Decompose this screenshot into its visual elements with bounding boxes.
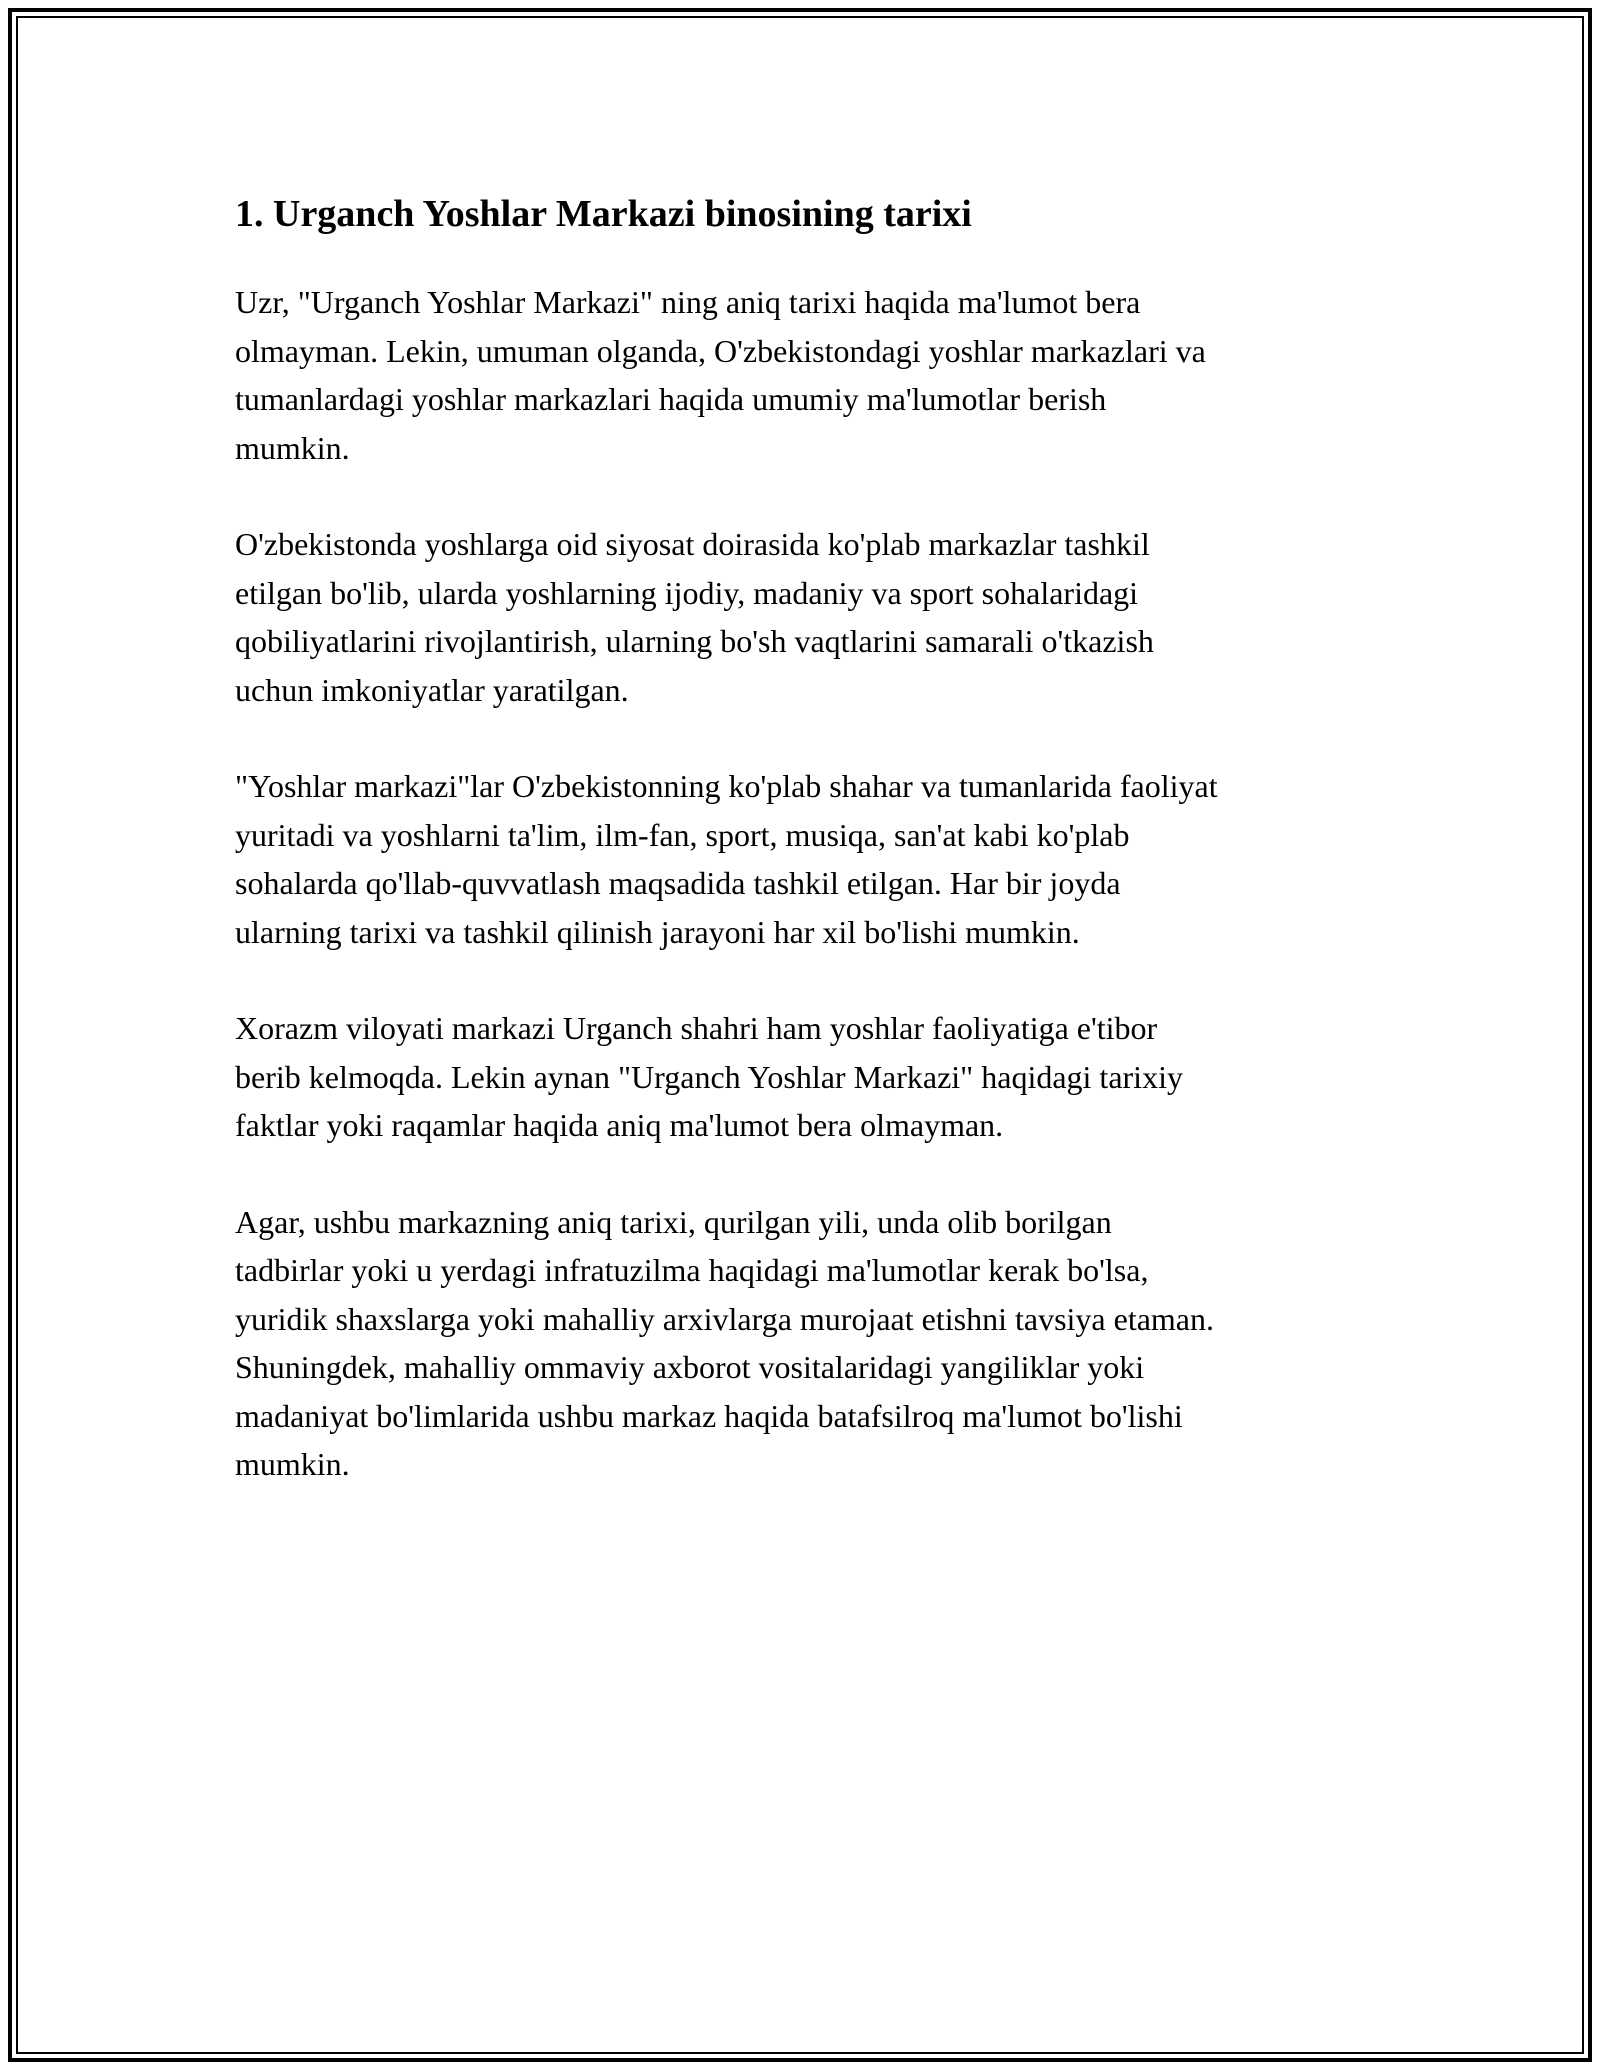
paragraph-5: Agar, ushbu markazning aniq tarixi, qurilgan yili, unda olib borilgan tadbirlar yoki u yerdagi infratuzilma haqidagi ma'lumotlar kerak bo'lsa, yuridik shaxslarga yoki mahalliy arxivlarga murojaat etishni tavsiya etaman. Shuningdek, mahalliy ommaviy axborot vositalaridagi yangiliklar yoki madaniyat bo'limlarida ushbu markaz haqida batafsilroq ma'lumot bo'lishi mumkin. xyxy=(235,1203,1214,1482)
paragraph-4: Xorazm viloyati markazi Urganch shahri ham yoshlar faoliyatiga e'tibor berib kelmoqda. Lekin aynan "Urganch Yoshlar Markazi" haqidagi tarixiy faktlar yoki raqamlar haqida aniq ma'lumot bera olmayman. xyxy=(235,1010,1183,1143)
document-body xyxy=(235,180,1385,1537)
paragraph-3: "Yoshlar markazi"lar O'zbekistonning ko'plab shahar va tumanlarida faoliyat yuritadi va yoshlarni ta'lim, ilm-fan, sport, musiqa, san'at kabi ko'plab sohalarda qo'llab-quvvatlash maqsadida tashkil etilgan. Har bir joyda ularning tarixi va tashkil qilinish jarayoni har xil bo'lishi mumkin. xyxy=(235,768,1218,950)
document-heading: 1. Urganch Yoshlar Markazi binosining tarixi xyxy=(235,193,972,235)
paragraph-1: Uzr, "Urganch Yoshlar Markazi" ning aniq tarixi haqida ma'lumot bera olmayman. Lekin, umuman olganda, O'zbekistondagi yoshlar markazlari va tumanlardagi yoshlar markazlari haqida umumiy ma'lumotlar berish mumkin. xyxy=(235,284,1206,466)
paragraph-2: O'zbekistonda yoshlarga oid siyosat doirasida ko'plab markazlar tashkil etilgan bo'lib, ularda yoshlarning ijodiy, madaniy va sport sohalaridagi qobiliyatlarini rivojlantirish, ularning bo'sh vaqtlarini samarali o'tkazish uchun imkoniyatlar yaratilgan. xyxy=(235,526,1154,708)
